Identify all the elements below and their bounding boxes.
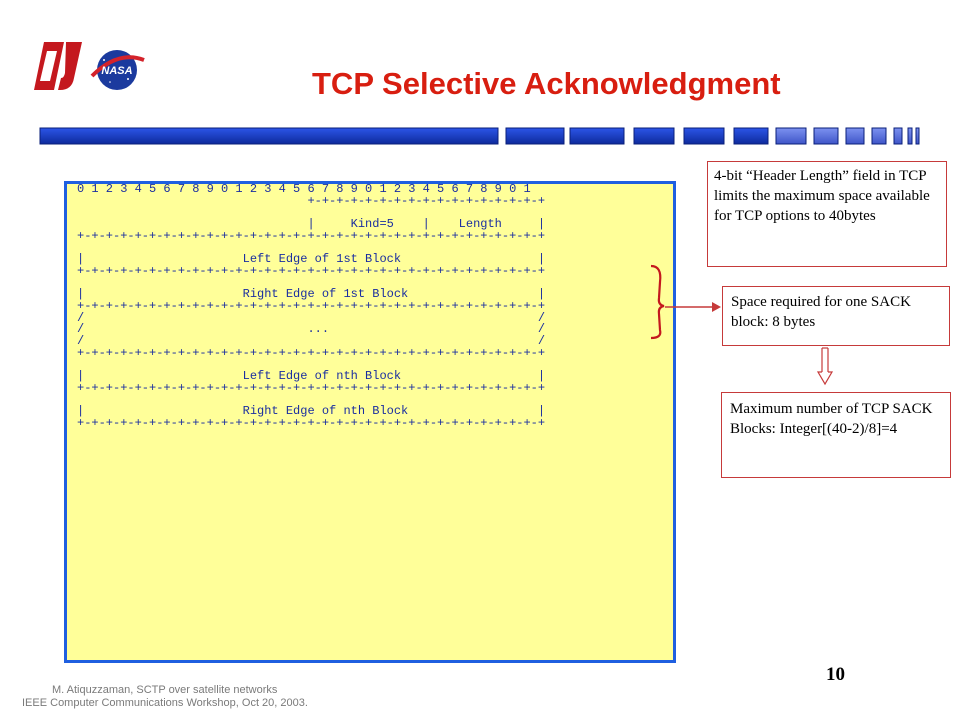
diagram-line: | Left Edge of nth Block | xyxy=(77,369,546,384)
diagram-line: +-+-+-+-+-+-+-+-+-+-+-+-+-+-+-+-+-+-+-+-+-+-+-+-+-+-+-+-+-+-+-+-+ xyxy=(77,345,546,360)
sack-option-format xyxy=(77,184,545,430)
title-divider-bar xyxy=(40,128,920,144)
header-length-callout: 4-bit “Header Length” field in TCP limits the maximum space available for TCP options to 40bytes xyxy=(707,161,947,267)
footer-venue: IEEE Computer Communications Workshop, Oct 20, 2003. xyxy=(22,697,308,709)
diagram-line: | Right Edge of 1st Block | xyxy=(77,287,546,302)
ou-logo-label: OU xyxy=(30,25,54,42)
footer-author: M. Atiquzzaman, SCTP over satellite networks xyxy=(52,684,278,696)
footer xyxy=(22,684,308,710)
arrow-down-icon xyxy=(818,348,832,384)
slide-title: TCP Selective Acknowledgment xyxy=(312,66,781,101)
diagram-line: +-+-+-+-+-+-+-+-+-+-+-+-+-+-+-+-+ xyxy=(77,193,546,208)
sack-block-size-callout: Space required for one SACK block: 8 bytes xyxy=(722,286,950,346)
diagram-line: | Left Edge of 1st Block | xyxy=(77,252,546,267)
diagram-line: / / xyxy=(77,310,546,325)
diagram-line: | Right Edge of nth Block | xyxy=(77,404,546,419)
nasa-logo-label: NASA xyxy=(101,65,133,77)
diagram-line: +-+-+-+-+-+-+-+-+-+-+-+-+-+-+-+-+-+-+-+-+-+-+-+-+-+-+-+-+-+-+-+-+ xyxy=(77,416,546,431)
ou-logo-icon xyxy=(30,25,86,94)
diagram-line: / / xyxy=(77,334,546,349)
nasa-logo-icon xyxy=(88,46,146,94)
diagram-line: 0 1 2 3 4 5 6 7 8 9 0 1 2 3 4 5 6 7 8 9 0 1 2 3 4 5 6 7 8 9 0 1 xyxy=(77,182,531,196)
max-sack-blocks-callout: Maximum number of TCP SACK Blocks: Integer[(40-2)/8]=4 xyxy=(721,392,951,478)
diagram-line: +-+-+-+-+-+-+-+-+-+-+-+-+-+-+-+-+-+-+-+-+-+-+-+-+-+-+-+-+-+-+-+-+ xyxy=(77,299,546,314)
diagram-line: +-+-+-+-+-+-+-+-+-+-+-+-+-+-+-+-+-+-+-+-+-+-+-+-+-+-+-+-+-+-+-+-+ xyxy=(77,228,546,243)
diagram-line: | Kind=5 | Length | xyxy=(77,217,546,232)
sack-option-diagram xyxy=(64,181,676,663)
page-number: 10 xyxy=(826,664,845,685)
diagram-line: +-+-+-+-+-+-+-+-+-+-+-+-+-+-+-+-+-+-+-+-+-+-+-+-+-+-+-+-+-+-+-+-+ xyxy=(77,263,546,278)
diagram-line: / ... / xyxy=(77,322,546,337)
diagram-line: +-+-+-+-+-+-+-+-+-+-+-+-+-+-+-+-+-+-+-+-+-+-+-+-+-+-+-+-+-+-+-+-+ xyxy=(77,380,546,395)
